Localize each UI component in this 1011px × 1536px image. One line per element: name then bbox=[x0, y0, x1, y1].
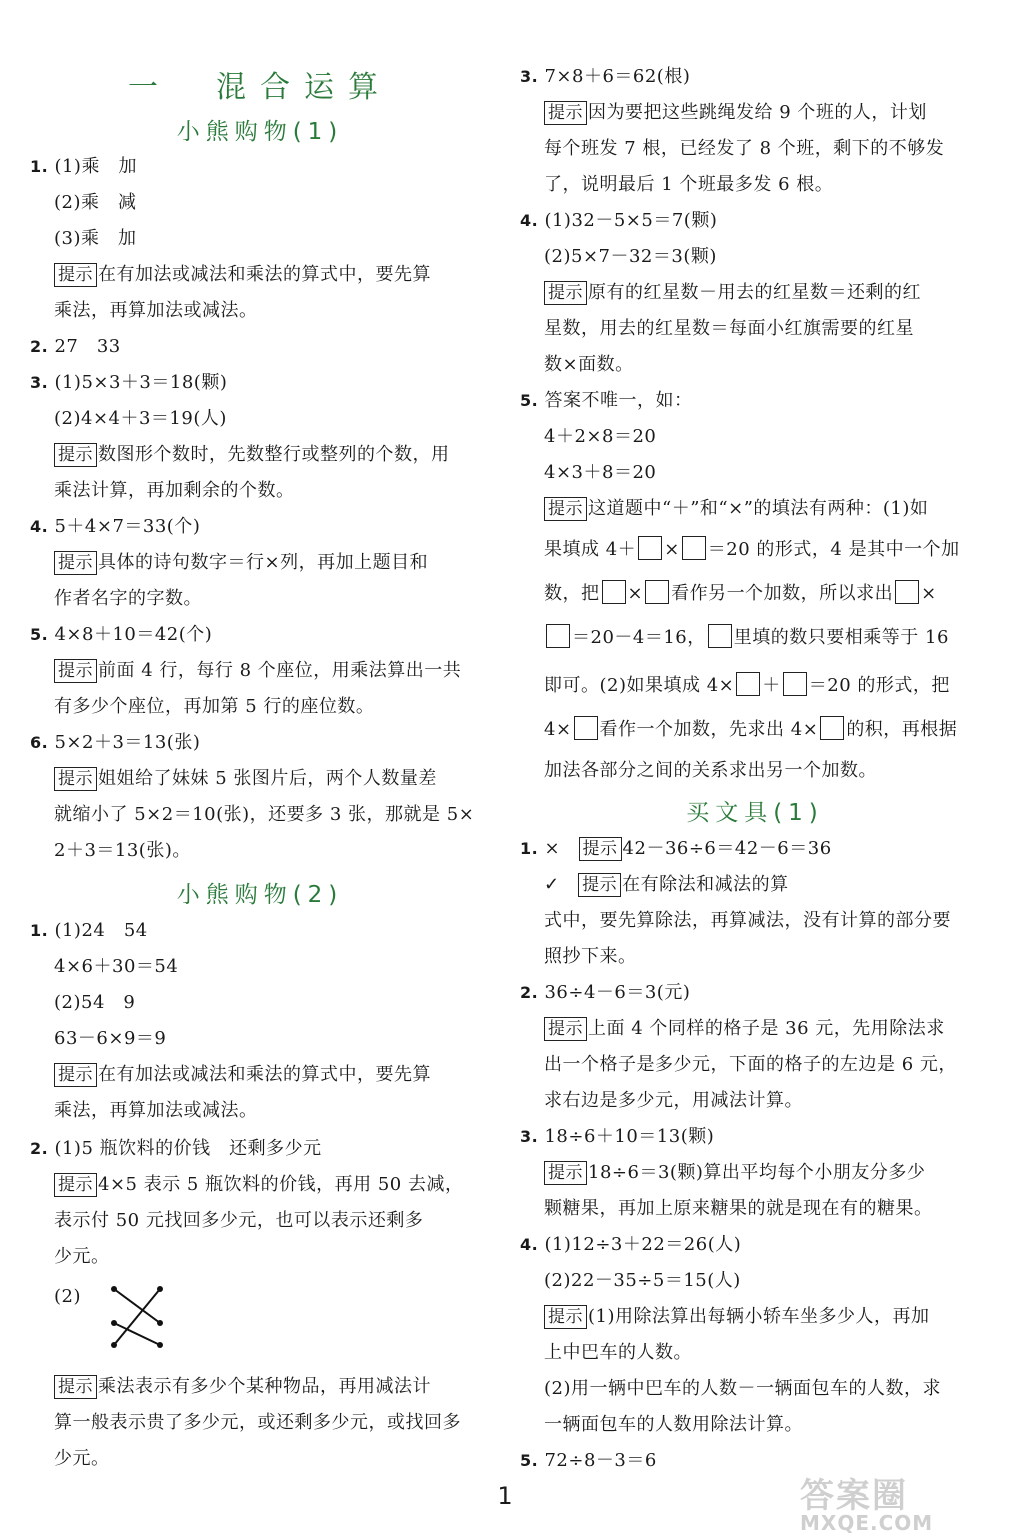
watermark-text: 答案圈 bbox=[800, 1476, 908, 1516]
r-q5-tip: 提示 这道题中“＋”和“×”的填法有两种：(1)如 bbox=[544, 496, 928, 522]
s2-q2-tip2: 提示 乘法表示有多少个某种物品，再用减法计 bbox=[54, 1374, 431, 1400]
s3-q3-line: 3. 18÷6＋10＝13(颗) bbox=[520, 1126, 715, 1147]
section-title-1: 小熊购物(1) bbox=[176, 119, 344, 145]
tip-label: 提示 bbox=[544, 101, 587, 125]
r-q4-tip-cont2: 数×面数。 bbox=[544, 354, 634, 375]
s3-q1-line: 1. × 提示 42－36÷6＝42－6＝36 bbox=[520, 838, 832, 859]
tip-label: 提示 bbox=[544, 497, 587, 521]
blank-box bbox=[736, 672, 760, 696]
s3-q2-line: 2. 36÷4－6＝3(元) bbox=[520, 982, 691, 1003]
tip-label: 提示 bbox=[544, 1305, 587, 1329]
q3-tip: 提示 数图形个数时，先数整行或整列的个数，用 bbox=[54, 442, 450, 468]
s3-q4-tip-cont2: (2)用一辆中巴车的人数－一辆面包车的人数，求 bbox=[544, 1378, 941, 1399]
blank-box bbox=[708, 624, 732, 648]
match-dot bbox=[157, 1286, 163, 1292]
watermark-logo bbox=[800, 1468, 1000, 1535]
s3-q3-tip-cont: 颗糖果，再加上原来糖果的就是现在有的糖果。 bbox=[544, 1198, 933, 1219]
s3-q4-tip-cont3: 一辆面包车的人数用除法计算。 bbox=[544, 1414, 803, 1435]
r-q5-a: 4＋2×8＝20 bbox=[544, 426, 657, 447]
q6-tip-cont: 就缩小了 5×2＝10(张)，还要多 3 张，那就是 5× bbox=[54, 804, 475, 825]
watermark-domain: MXQE.COM bbox=[800, 1511, 934, 1535]
q5-tip: 提示 前面 4 行，每行 8 个座位，用乘法算出一共 bbox=[54, 658, 461, 684]
blank-box bbox=[638, 536, 662, 560]
tip-label: 提示 bbox=[54, 263, 97, 287]
blank-box bbox=[645, 580, 669, 604]
q1-c: (3)乘 加 bbox=[54, 228, 137, 249]
blank-box bbox=[602, 580, 626, 604]
r-q3-tip-cont2: 了，说明最后 1 个班最多发 6 根。 bbox=[544, 174, 834, 195]
s3-q4-tip-cont: 上中巴车的人数。 bbox=[544, 1342, 692, 1363]
r-q5-tip-l3: 数，把 × 看作另一个加数，所以求出 × bbox=[544, 580, 937, 607]
blank-box bbox=[783, 672, 807, 696]
q1-tip-cont: 乘法，再算加法或减法。 bbox=[54, 300, 258, 321]
s3-q5-line: 5. 72÷8－3＝6 bbox=[520, 1450, 657, 1471]
q4-line: 4. 5＋4×7＝33(个) bbox=[30, 516, 201, 537]
q3-line: 3. (1)5×3＋3＝18(颗) bbox=[30, 372, 228, 393]
r-q5-tip-l2: 果填成 4＋ × ＝20 的形式，4 是其中一个加 bbox=[544, 536, 960, 563]
s3-q1-tip-cont: 式中，要先算除法，再算减法，没有计算的部分要 bbox=[544, 910, 951, 931]
s3-q1-tip-cont2: 照抄下来。 bbox=[544, 946, 637, 967]
tip-label: 提示 bbox=[54, 1063, 97, 1087]
blank-box bbox=[895, 580, 919, 604]
blank-box bbox=[820, 716, 844, 740]
r-q4-tip-cont: 星数，用去的红星数＝每面小红旗需要的红星 bbox=[544, 318, 914, 339]
s2-q2-line: 2. (1)5 瓶饮料的价钱 还剩多少元 bbox=[30, 1138, 322, 1159]
s2-q1-d: 63－6×9＝9 bbox=[54, 1028, 167, 1049]
s3-q2-tip-cont: 出一个格子是多少元，下面的格子的左边是 6 元， bbox=[544, 1054, 957, 1075]
q5-tip-cont: 有多少个座位，再加第 5 行的座位数。 bbox=[54, 696, 375, 717]
q2-line: 2. 27 33 bbox=[30, 336, 121, 357]
r-q4-b: (2)5×7－32＝3(颗) bbox=[544, 246, 717, 267]
q4-tip-cont: 作者名字的字数。 bbox=[54, 588, 202, 609]
q3-b: (2)4×4＋3＝19(人) bbox=[54, 408, 227, 429]
s3-q3-tip: 提示 18÷6＝3(颗)算出平均每个小朋友分多少 bbox=[544, 1160, 925, 1186]
r-q5-line: 5. 答案不唯一，如： bbox=[520, 390, 693, 411]
section-title-3: 买文具(1) bbox=[686, 800, 824, 826]
s3-q2-tip-cont2: 求右边是多少元，用减法计算。 bbox=[544, 1090, 803, 1111]
s3-q2-tip: 提示 上面 4 个同样的格子是 36 元，先用除法求 bbox=[544, 1016, 945, 1042]
r-q4-tip: 提示 原有的红星数－用去的红星数＝还剩的红 bbox=[544, 280, 921, 306]
q3-tip-cont: 乘法计算，再加剩余的个数。 bbox=[54, 480, 295, 501]
r-q5-tip-l5: 即可。(2)如果填成 4× ＋ ＝20 的形式，把 bbox=[544, 672, 950, 699]
q1-tip: 提示 在有加法或减法和乘法的算式中，要先算 bbox=[54, 262, 431, 288]
s3-q4-tip: 提示 (1)用除法算出每辆小轿车坐多少人，再加 bbox=[544, 1304, 930, 1330]
tip-label: 提示 bbox=[54, 1375, 97, 1399]
s2-q1-c: (2)54 9 bbox=[54, 992, 136, 1013]
s2-q2-tip-cont2: 少元。 bbox=[54, 1246, 110, 1267]
q6-tip: 提示 姐姐给了妹妹 5 张图片后，两个人数量差 bbox=[54, 766, 437, 792]
s3-q1-b: ✓ 提示 在有除法和减法的算 bbox=[544, 874, 789, 895]
match-dot bbox=[157, 1320, 163, 1326]
s2-q2-tip2-cont2: 少元。 bbox=[54, 1448, 110, 1469]
s2-q1-line: 1. (1)24 54 bbox=[30, 920, 148, 941]
r-q5-tip-l6: 4× 看作一个加数，先求出 4× 的积，再根据 bbox=[544, 716, 957, 743]
r-q3-tip-cont: 每个班发 7 根，已经发了 8 个班，剩下的不够发 bbox=[544, 138, 945, 159]
tip-label: 提示 bbox=[54, 1173, 97, 1197]
tip-label: 提示 bbox=[54, 551, 97, 575]
r-q3-line: 3. 7×8＋6＝62(根) bbox=[520, 66, 691, 87]
matching-lines-diagram bbox=[108, 1283, 168, 1355]
r-q5-tip-l7: 加法各部分之间的关系求出另一个加数。 bbox=[544, 760, 877, 781]
r-q4-line: 4. (1)32－5×5＝7(颗) bbox=[520, 210, 718, 231]
tip-label: 提示 bbox=[579, 837, 622, 861]
match-dot bbox=[157, 1342, 163, 1348]
s3-q4-b: (2)22－35÷5＝15(人) bbox=[544, 1270, 741, 1291]
match-dot bbox=[111, 1320, 117, 1326]
tip-label: 提示 bbox=[54, 767, 97, 791]
r-q5-b: 4×3＋8＝20 bbox=[544, 462, 657, 483]
s2-q2-tip2-cont: 算一般表示贵了多少元，或还剩多少元，或找回多 bbox=[54, 1412, 461, 1433]
s2-q1-tip: 提示 在有加法或减法和乘法的算式中，要先算 bbox=[54, 1062, 431, 1088]
s2-q1-b: 4×6＋30＝54 bbox=[54, 956, 179, 977]
tip-label: 提示 bbox=[544, 281, 587, 305]
r-q5-tip-l4: ＝20－4＝16， 里填的数只要相乘等于 16 bbox=[544, 624, 949, 651]
s2-q2-b: (2) bbox=[54, 1286, 81, 1307]
r-q3-tip: 提示 因为要把这些跳绳发给 9 个班的人，计划 bbox=[544, 100, 927, 126]
q6-tip-cont2: 2＋3＝13(张)。 bbox=[54, 840, 191, 861]
tip-label: 提示 bbox=[54, 659, 97, 683]
tip-label: 提示 bbox=[54, 443, 97, 467]
tip-label: 提示 bbox=[544, 1017, 587, 1041]
q1-b: (2)乘 减 bbox=[54, 192, 137, 213]
s3-q4-line: 4. (1)12÷3＋22＝26(人) bbox=[520, 1234, 742, 1255]
s2-q2-tip-cont: 表示付 50 元找回多少元，也可以表示还剩多 bbox=[54, 1210, 424, 1231]
q6-line: 6. 5×2＋3＝13(张) bbox=[30, 732, 201, 753]
q5-line: 5. 4×8＋10＝42(个) bbox=[30, 624, 213, 645]
s2-q1-tip-cont: 乘法，再算加法或减法。 bbox=[54, 1100, 258, 1121]
tip-label: 提示 bbox=[578, 873, 621, 897]
chapter-title: 一 混合运算 bbox=[128, 70, 392, 105]
match-dot bbox=[111, 1342, 117, 1348]
section-title-2: 小熊购物(2) bbox=[176, 882, 344, 908]
match-dot bbox=[111, 1286, 117, 1292]
s2-q2-tip: 提示 4×5 表示 5 瓶饮料的价钱，再用 50 去减， bbox=[54, 1172, 463, 1198]
q4-tip: 提示 具体的诗句数字＝行×列，再加上题目和 bbox=[54, 550, 428, 576]
blank-box bbox=[682, 536, 706, 560]
page-number: 1 bbox=[497, 1482, 513, 1510]
q1-line: 1. (1)乘 加 bbox=[30, 156, 137, 177]
tip-label: 提示 bbox=[544, 1161, 587, 1185]
blank-box bbox=[574, 716, 598, 740]
match-line-3 bbox=[114, 1323, 160, 1345]
blank-box bbox=[546, 624, 570, 648]
